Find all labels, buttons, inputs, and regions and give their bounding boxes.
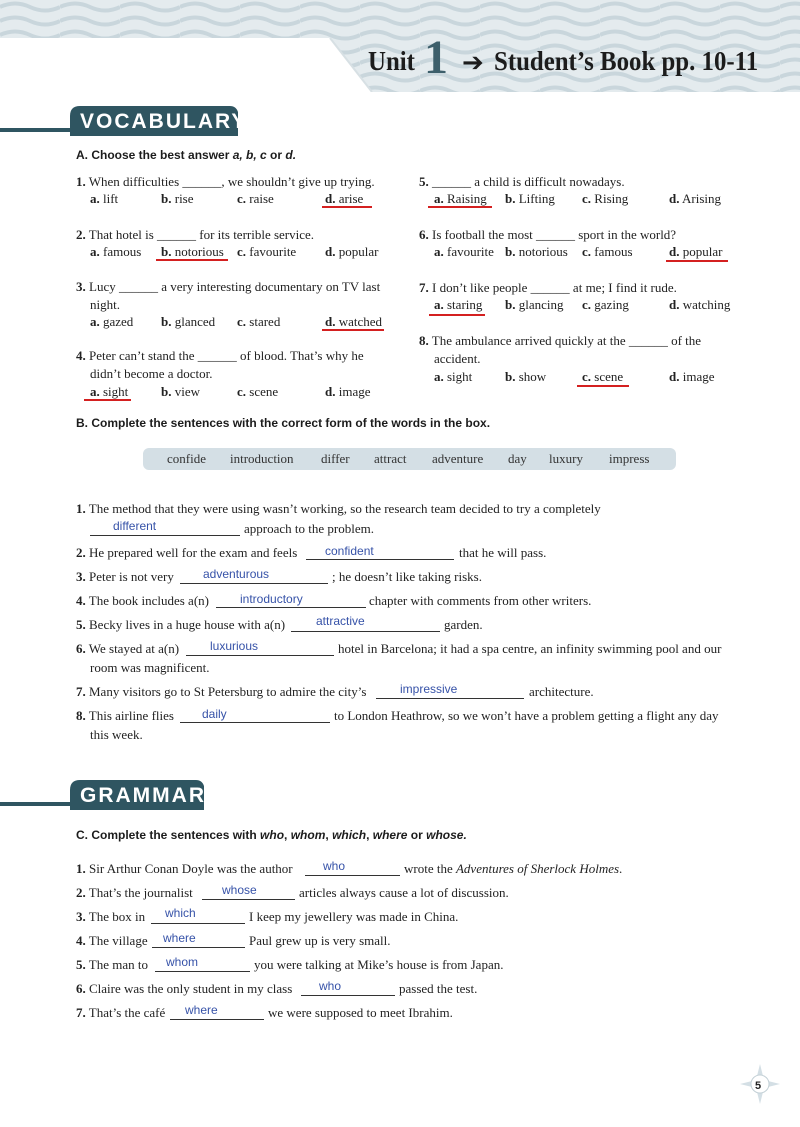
answer-blank[interactable] — [151, 923, 245, 924]
b-sentence-4: 4. The book includes a(n) — [76, 593, 209, 608]
c-sentence-5: 5. The man to — [76, 957, 148, 972]
question-6: 6. Is football the most ______ sport in the world? — [419, 227, 677, 242]
word-box-item: attract — [374, 451, 407, 466]
answer-blank[interactable] — [186, 655, 334, 656]
q8-option-d[interactable]: d. image — [669, 369, 715, 384]
answer-blank[interactable] — [291, 631, 440, 632]
answer-blank[interactable] — [306, 559, 454, 560]
section-a-instruction: A. Choose the best answer a, b, c or d. — [76, 148, 297, 162]
b-sentence-5: 5. Becky lives in a huge house with a(n) — [76, 617, 286, 632]
q8-option-b[interactable]: b. show — [505, 369, 547, 384]
q5-option-c[interactable]: c. Rising — [582, 191, 629, 206]
b-sentence-3-end: ; he doesn’t like taking risks. — [332, 569, 482, 584]
b-sentence-8-end: to London Heathrow, so we won’t have a problem getting a flight any day — [334, 708, 719, 723]
word-box-item: confide — [167, 451, 206, 466]
question-8: 8. The ambulance arrived quickly at the ______ of the accident. — [419, 333, 702, 366]
question-3: 3. Lucy ______ a very interesting documentary on TV last night. — [76, 279, 381, 312]
page-number: 5 — [755, 1080, 762, 1092]
word-box-item: adventure — [432, 451, 484, 466]
b-answer-7: impressive — [400, 682, 458, 696]
b-sentence-1-end: approach to the problem. — [244, 521, 374, 536]
b-sentence-2: 2. He prepared well for the exam and feels — [76, 545, 298, 560]
answer-blank[interactable] — [305, 875, 400, 876]
c-answer-4: where — [163, 931, 196, 945]
b-answer-1: different — [113, 519, 157, 533]
q2-option-b[interactable]: b. notorious — [161, 244, 224, 259]
b-sentence-5-end: garden. — [444, 617, 483, 632]
b-sentence-6-cont: room was magnificent. — [90, 660, 210, 675]
c-sentence-6-end: passed the test. — [399, 981, 478, 996]
q3-option-a[interactable]: a. gazed — [90, 314, 134, 329]
answer-underline — [428, 206, 492, 208]
q5-option-a[interactable]: a. Raising — [434, 191, 487, 206]
b-answer-5: attractive — [316, 614, 365, 628]
q4-option-b[interactable]: b. view — [161, 384, 201, 399]
c-answer-3: which — [165, 906, 196, 920]
q7-option-b[interactable]: b. glancing — [505, 297, 564, 312]
answer-underline — [84, 399, 131, 401]
question-5: 5. ______ a child is difficult nowadays. — [419, 174, 625, 189]
word-box-item: introduction — [230, 451, 294, 466]
b-answer-4: introductory — [240, 592, 303, 606]
unit-label: Unit — [368, 46, 415, 76]
answer-blank[interactable] — [90, 535, 240, 536]
q7-option-a[interactable]: a. staring — [434, 297, 483, 312]
q1-option-a[interactable]: a. lift — [90, 191, 119, 206]
q3-option-b[interactable]: b. glanced — [161, 314, 216, 329]
b-sentence-4-end: chapter with comments from other writers. — [369, 593, 592, 608]
c-sentence-4: 4. The village — [76, 933, 148, 948]
c-answer-2: whose — [222, 883, 257, 897]
section-c-instruction: C. Complete the sentences with who, whom, which, where or whose. — [76, 828, 467, 842]
b-sentence-3: 3. Peter is not very — [76, 569, 174, 584]
answer-blank[interactable] — [180, 722, 330, 723]
q6-option-c[interactable]: c. famous — [582, 244, 633, 259]
b-answer-6: luxurious — [210, 639, 259, 653]
answer-blank[interactable] — [202, 899, 295, 900]
answer-underline — [429, 314, 485, 316]
q7-option-d[interactable]: d. watching — [669, 297, 731, 312]
b-sentence-2-end: that he will pass. — [459, 545, 547, 560]
c-sentence-4-end: Paul grew up is very small. — [249, 933, 391, 948]
answer-blank[interactable] — [376, 698, 524, 699]
q5-option-d[interactable]: d. Arising — [669, 191, 722, 206]
c-sentence-3: 3. The box in — [76, 909, 146, 924]
section-b-instruction: B. Complete the sentences with the correct form of the words in the box. — [76, 416, 491, 430]
q6-option-a[interactable]: a. favourite — [434, 244, 494, 259]
answer-blank[interactable] — [216, 607, 366, 608]
answer-blank[interactable] — [180, 583, 328, 584]
answer-blank[interactable] — [170, 1019, 264, 1020]
q6-option-d[interactable]: d. popular — [669, 244, 723, 259]
word-box-item: day — [508, 451, 527, 466]
answer-underline — [322, 329, 384, 331]
q1-option-d[interactable]: d. arise — [325, 191, 364, 206]
question-2: 2. That hotel is ______ for its terrible service. — [76, 227, 315, 242]
c-sentence-7: 7. That’s the café — [76, 1005, 166, 1020]
q2-option-d[interactable]: d. popular — [325, 244, 379, 259]
arrow-right-icon: ➔ — [462, 48, 484, 78]
word-box-item: luxury — [549, 451, 583, 466]
vocabulary-title: VOCABULARY — [80, 110, 248, 133]
unit-number: 1 — [424, 31, 448, 84]
book-reference: Student’s Book pp. 10-11 — [494, 46, 759, 76]
q2-option-c[interactable]: c. favourite — [237, 244, 297, 259]
answer-underline — [577, 385, 629, 387]
word-box — [143, 448, 676, 470]
b-answer-3: adventurous — [203, 567, 270, 581]
c-sentence-1: 1. Sir Arthur Conan Doyle was the author — [76, 861, 293, 876]
q8-option-a[interactable]: a. sight — [434, 369, 473, 384]
q8-option-c[interactable]: c. scene — [582, 369, 624, 384]
c-answer-1: who — [323, 859, 346, 873]
q1-option-c[interactable]: c. raise — [237, 191, 274, 206]
b-answer-8: daily — [202, 707, 227, 721]
c-sentence-1-end: wrote the Adventures of Sherlock Holmes. — [404, 861, 623, 876]
q7-option-c[interactable]: c. gazing — [582, 297, 629, 312]
b-sentence-6: 6. We stayed at a(n) — [76, 641, 180, 656]
b-sentence-7-end: architecture. — [529, 684, 594, 699]
b-sentence-1: 1. The method that they were using wasn’t working, so the research team decided to try a completely — [76, 501, 601, 516]
c-sentence-2: 2. That’s the journalist — [76, 885, 193, 900]
question-4: 4. Peter can’t stand the ______ of blood. That’s why he didn’t become a doctor. — [76, 348, 364, 381]
c-answer-5: whom — [166, 955, 199, 969]
c-sentence-5-end: you were talking at Mike’s house is from Japan. — [254, 957, 504, 972]
grammar-title: GRAMMAR — [80, 784, 206, 807]
word-box-item: impress — [609, 451, 650, 466]
q3-option-d[interactable]: d. watched — [325, 314, 383, 329]
q4-option-a[interactable]: a. sight — [90, 384, 129, 399]
q4-option-d[interactable]: d. image — [325, 384, 371, 399]
b-sentence-7: 7. Many visitors go to St Petersburg to admire the city’s — [76, 684, 367, 699]
answer-blank[interactable] — [301, 995, 395, 996]
b-sentence-6-end: hotel in Barcelona; it had a spa centre, an infinity swimming pool and our — [338, 641, 722, 656]
c-sentence-7-end: we were supposed to meet Ibrahim. — [268, 1005, 453, 1020]
c-sentence-6: 6. Claire was the only student in my class — [76, 981, 293, 996]
q6-option-b[interactable]: b. notorious — [505, 244, 568, 259]
q2-option-a[interactable]: a. famous — [90, 244, 142, 259]
answer-underline — [666, 260, 728, 262]
c-answer-7: where — [185, 1003, 218, 1017]
answer-blank[interactable] — [152, 947, 245, 948]
question-1: 1. When difficulties ______, we shouldn’t give up trying. — [76, 174, 375, 189]
q5-option-b[interactable]: b. Lifting — [505, 191, 555, 206]
q3-option-c[interactable]: c. stared — [237, 314, 281, 329]
c-answer-6: who — [319, 979, 342, 993]
c-sentence-3-end: I keep my jewellery was made in China. — [249, 909, 459, 924]
q1-option-b[interactable]: b. rise — [161, 191, 194, 206]
q4-option-c[interactable]: c. scene — [237, 384, 279, 399]
question-7: 7. I don’t like people ______ at me; I find it rude. — [419, 280, 677, 295]
b-sentence-8-cont: this week. — [90, 727, 143, 742]
b-answer-2: confident — [325, 544, 374, 558]
answer-underline — [322, 206, 372, 208]
c-sentence-2-end: articles always cause a lot of discussion. — [299, 885, 509, 900]
word-box-item: differ — [321, 451, 350, 466]
b-sentence-8: 8. This airline flies — [76, 708, 174, 723]
answer-underline — [156, 259, 228, 261]
answer-blank[interactable] — [155, 971, 250, 972]
